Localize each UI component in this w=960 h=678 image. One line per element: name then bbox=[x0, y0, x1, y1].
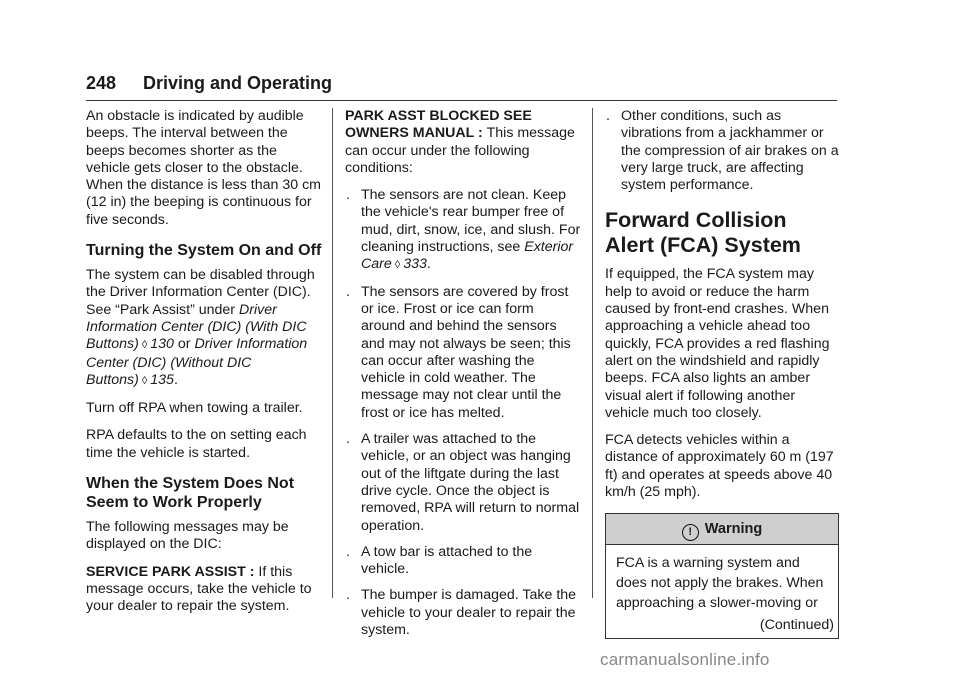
page-header bbox=[86, 70, 837, 101]
warning-icon: ! bbox=[682, 524, 699, 541]
column-1 bbox=[86, 108, 322, 626]
warning-header bbox=[606, 514, 838, 545]
page-number: 248 bbox=[86, 73, 117, 93]
message-label: SERVICE PARK ASSIST : bbox=[86, 563, 259, 580]
reference-icon: ◊ bbox=[394, 259, 401, 272]
paragraph: The following messages may be displayed on the DIC: bbox=[86, 519, 289, 553]
paragraph: RPA defaults to the on setting each time the vehicle is started. bbox=[86, 427, 307, 461]
column-2 bbox=[345, 108, 581, 648]
column-divider bbox=[332, 108, 333, 598]
warning-box bbox=[605, 513, 839, 638]
warning-title: Warning bbox=[704, 521, 763, 538]
warning-body: FCA is a warning system and does not apply the brakes. When approaching a slower-moving or bbox=[616, 555, 824, 612]
page-reference[interactable]: 130 bbox=[150, 336, 174, 353]
message-label: PARK ASST BLOCKED SEE OWNERS MANUAL : bbox=[345, 108, 532, 142]
section-title: Driving and Operating bbox=[143, 73, 333, 93]
paragraph-dic: The system can be disabled through the Driver Information Center (DIC). See “Park Assist” under Driver Information Center (DIC) (With DIC Buttons) ◊ 130 or Driver Information Center (DIC) (Without DIC Buttons) ◊ 135. bbox=[86, 267, 315, 388]
column-3 bbox=[605, 108, 839, 639]
paragraph: An obstacle is indicated by audible beeps. The interval between the beeps becomes shorter as the vehicle gets closer to the obstacle. When the distance is less than 30 cm (12 in) the beeping is continuous for five seconds. bbox=[86, 108, 322, 228]
page-reference[interactable]: 135 bbox=[150, 371, 174, 388]
cross-reference-link[interactable]: Driver Information Center (DIC) (Without DIC Buttons) bbox=[86, 336, 308, 388]
cross-reference-link[interactable]: Driver Information Center (DIC) (With DIC Buttons) bbox=[86, 301, 307, 353]
heading-fca: Forward Collision Alert (FCA) System bbox=[605, 208, 801, 258]
list-item: . The sensors are not clean. Keep the vehicle's rear bumper free of mud, dirt, snow, ice, and slush. For cleaning instructions, see Exterior Care ◊ 333. bbox=[345, 187, 581, 274]
list-item: . A tow bar is attached to the vehicle. bbox=[346, 543, 533, 578]
reference-icon: ◊ bbox=[141, 339, 148, 352]
bullet: . bbox=[346, 431, 350, 448]
bullet: . bbox=[346, 187, 350, 204]
column-divider bbox=[592, 108, 593, 598]
paragraph: Turn off RPA when towing a trailer. bbox=[86, 400, 303, 417]
cross-reference-link[interactable]: Exterior Care bbox=[361, 239, 574, 273]
dic-message-blocked: PARK ASST BLOCKED SEE OWNERS MANUAL : This message can occur under the following conditions: bbox=[345, 108, 575, 176]
dic-message-service: SERVICE PARK ASSIST : If this message occurs, take the vehicle to your dealer to repair the system. bbox=[86, 563, 312, 615]
continued-label: (Continued) bbox=[759, 617, 834, 634]
bullet: . bbox=[606, 108, 610, 124]
list-item: . The bumper is damaged. Take the vehicle to your dealer to repair the system. bbox=[346, 587, 577, 639]
subheading-not-working: When the System Does Not Seem to Work Properly bbox=[86, 475, 295, 512]
page-reference[interactable]: 333 bbox=[403, 256, 427, 273]
paragraph: If equipped, the FCA system may help to avoid or reduce the harm caused by front-end crashes. When approaching a vehicle ahead too quickly, FCA provides a red flashing alert on the windshield and rapidly beeps. FCA also lights an amber visual alert if following another vehicle much too closely. bbox=[605, 266, 830, 421]
bullet: . bbox=[346, 283, 350, 300]
watermark: carmanualsonline.info bbox=[600, 650, 770, 669]
bullet: . bbox=[346, 587, 350, 604]
subheading-turning-on-off: Turning the System On and Off bbox=[86, 242, 322, 260]
paragraph: FCA detects vehicles within a distance of approximately 60 m (197 ft) and operates at speeds above 40 km/h (25 mph). bbox=[605, 432, 834, 501]
reference-icon: ◊ bbox=[141, 374, 148, 387]
list-item: . The sensors are covered by frost or ice. Frost or ice can form around and behind the sensors and may not always be seen; this can occur after washing the vehicle in cold weather. The message may not clear until the frost or ice has melted. bbox=[346, 283, 571, 421]
list-item: . A trailer was attached to the vehicle, or an object was hanging out of the liftgate during the last drive cycle. Once the object is removed, RPA will return to normal operation. bbox=[346, 431, 580, 534]
list-item: . Other conditions, such as vibrations from a jackhammer or the compression of air brakes on a very large truck, are affecting system performance. bbox=[606, 108, 839, 194]
bullet: . bbox=[346, 543, 350, 560]
